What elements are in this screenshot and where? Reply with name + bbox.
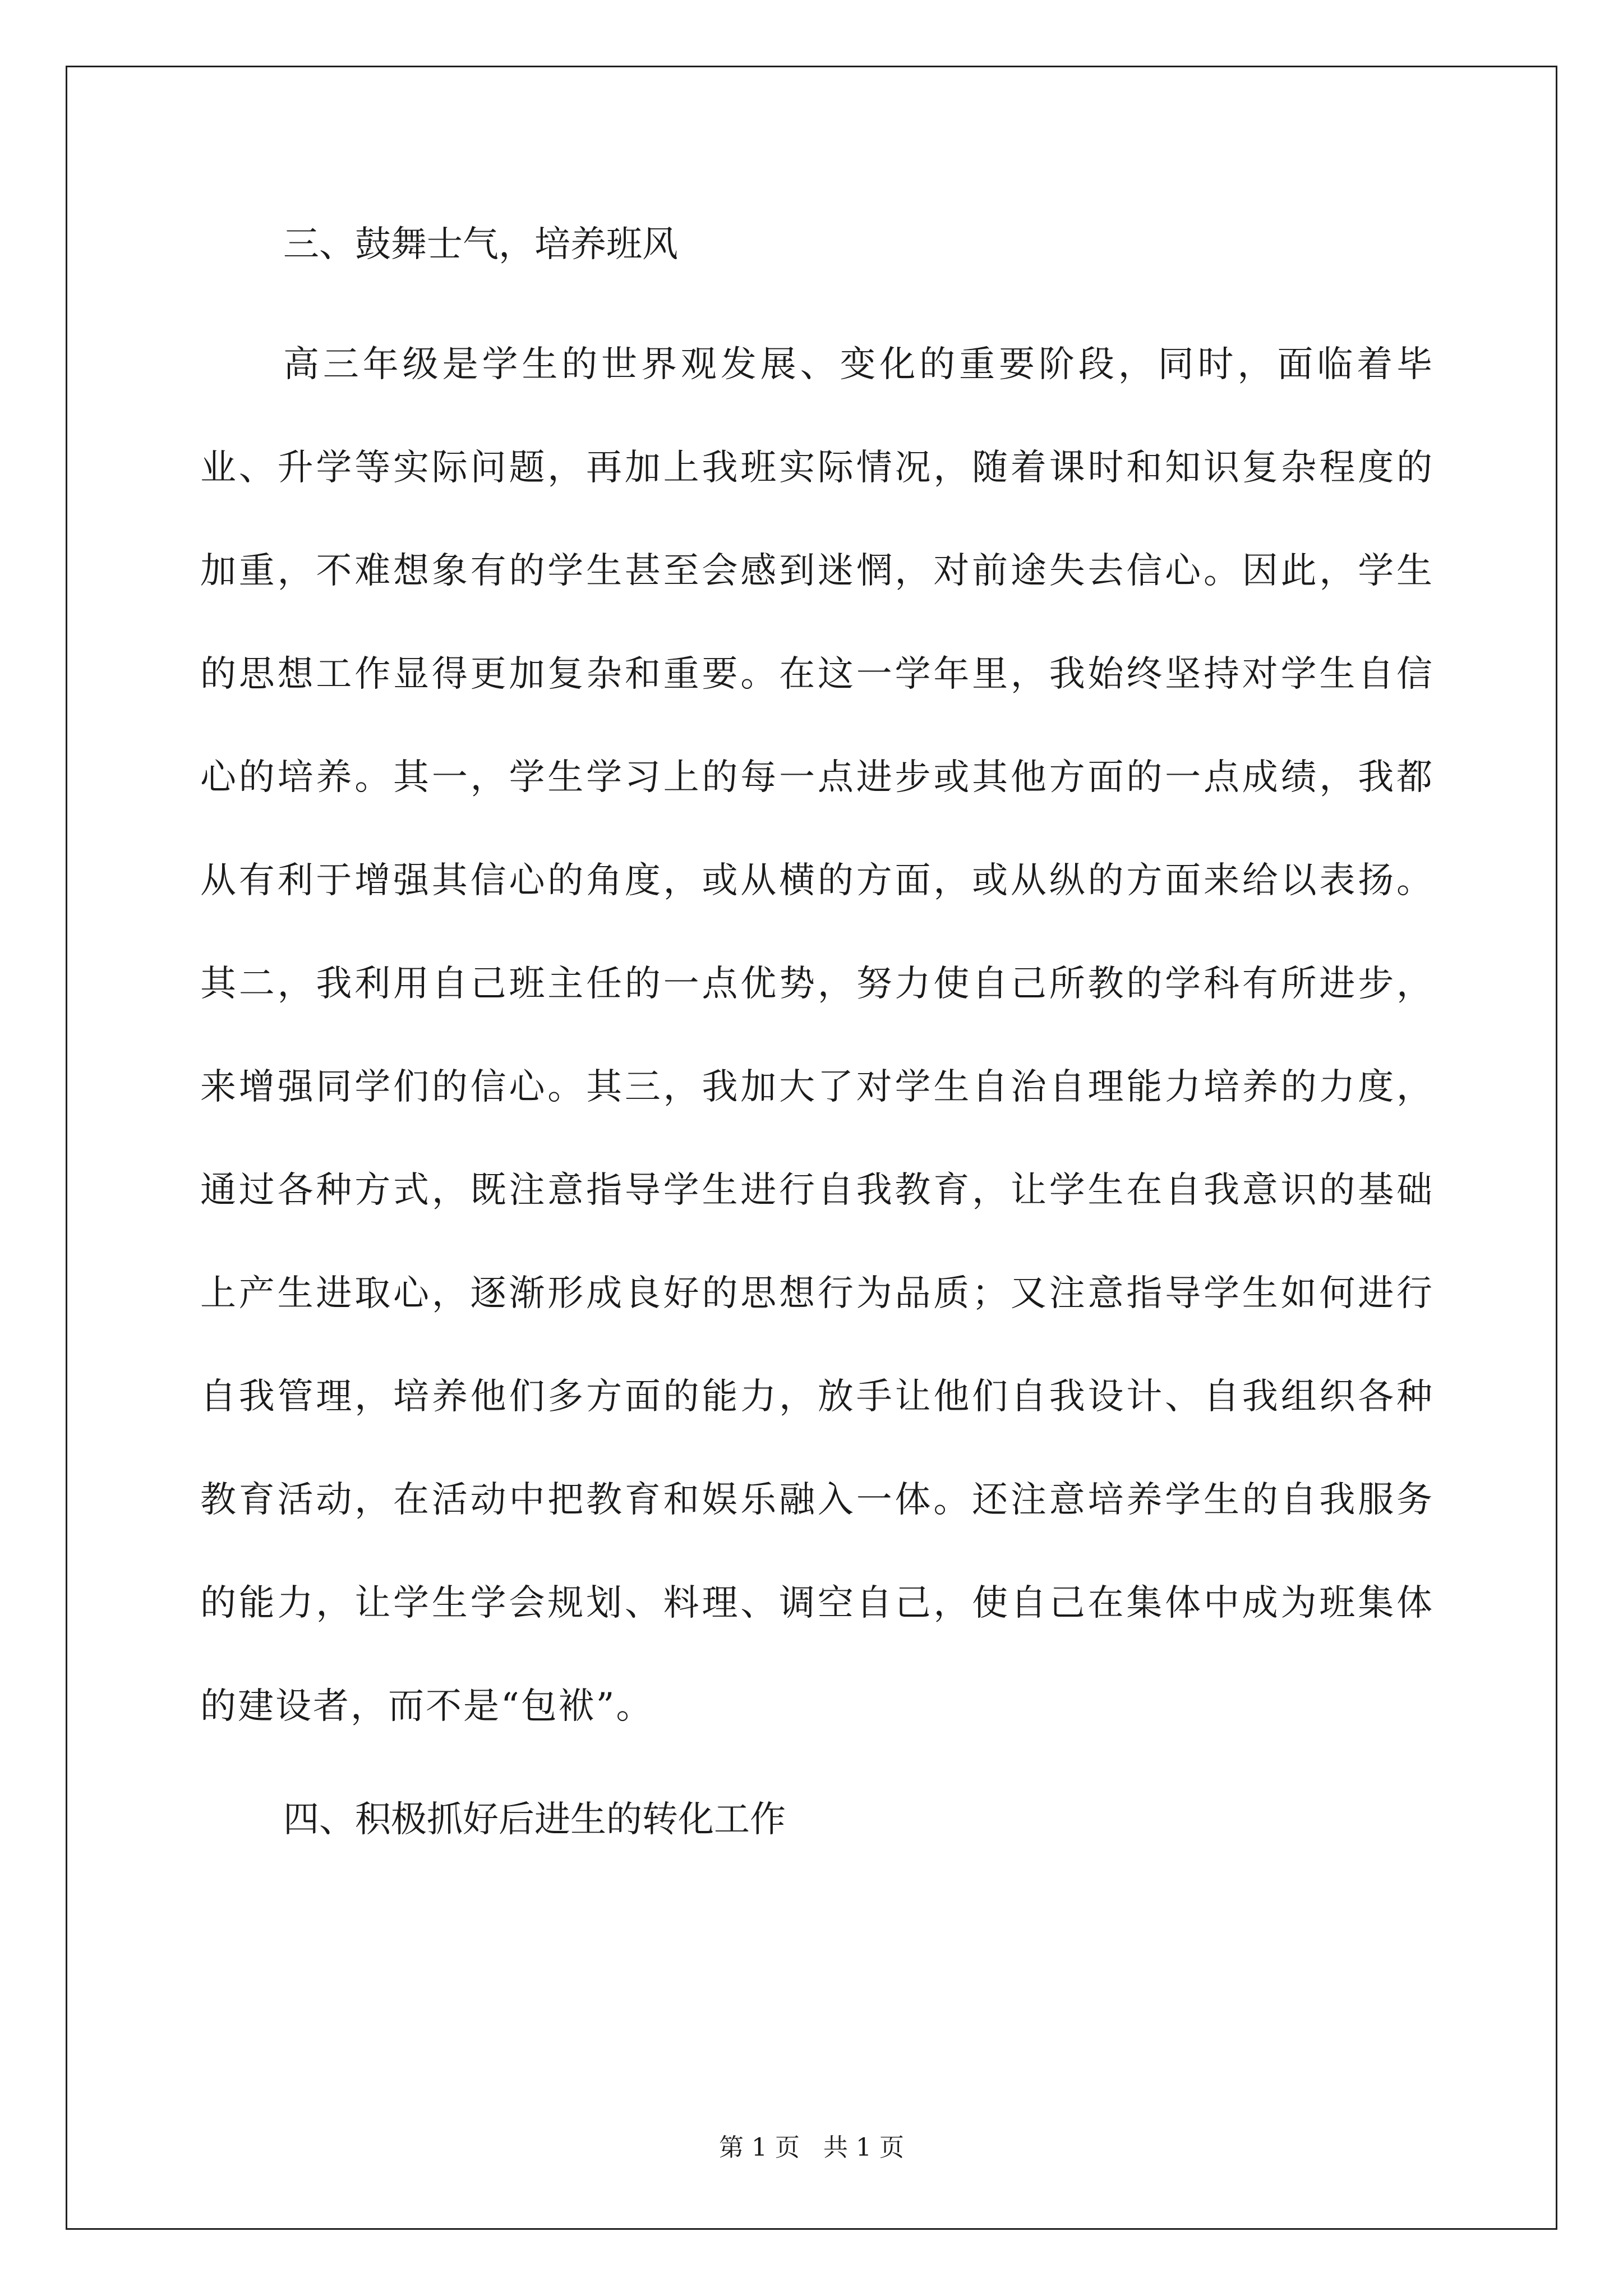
section-heading-4: 四、积极抓好后进生的转化工作 [283, 1799, 786, 1841]
document-body [200, 224, 1434, 1840]
body-paragraph: 高三年级是学生的世界观发展、变化的重要阶段，同时，面临着毕业、升学等实际问题，再加上我班实际情况，随着课时和知识复杂程度的加重，不难想象有的学生甚至会感到迷惘，对前途失去信心。因此，学生的思想工作显得更加复杂和重要。在这一学年里，我始终坚持对学生自信心的培养。其一，学生学习上的每一点进步或其他方面的一点成绩，我都从有利于增强其信心的角度，或从横的方面，或从纵的方面来给以表扬。其二，我利用自己班主任的一点优势，努力使自己所教的学科有所进步，来增强同学们的信心。其三，我加大了对学生自治自理能力培养的力度，通过各种方式，既注意指导学生进行自我教育，让学生在自我意识的基础上产生进取心，逐渐形成良好的思想行为品质；又注意指导学生如何进行自我管理，培养他们多方面的能力，放手让他们自我设计、自我组织各种教育活动，在活动中把教育和娱乐融入一体。还注意培养学生的自我服务的能力，让学生学会规划、料理、调空自己，使自己在集体中成为班集体的建设者，而不是“包袱”。 [200, 344, 1434, 1727]
page-number-footer: 第 1 页 共 1 页 [719, 2133, 904, 2162]
section-heading-3: 三、鼓舞士气，培养班风 [283, 224, 678, 265]
paragraph-block [200, 313, 1434, 1758]
